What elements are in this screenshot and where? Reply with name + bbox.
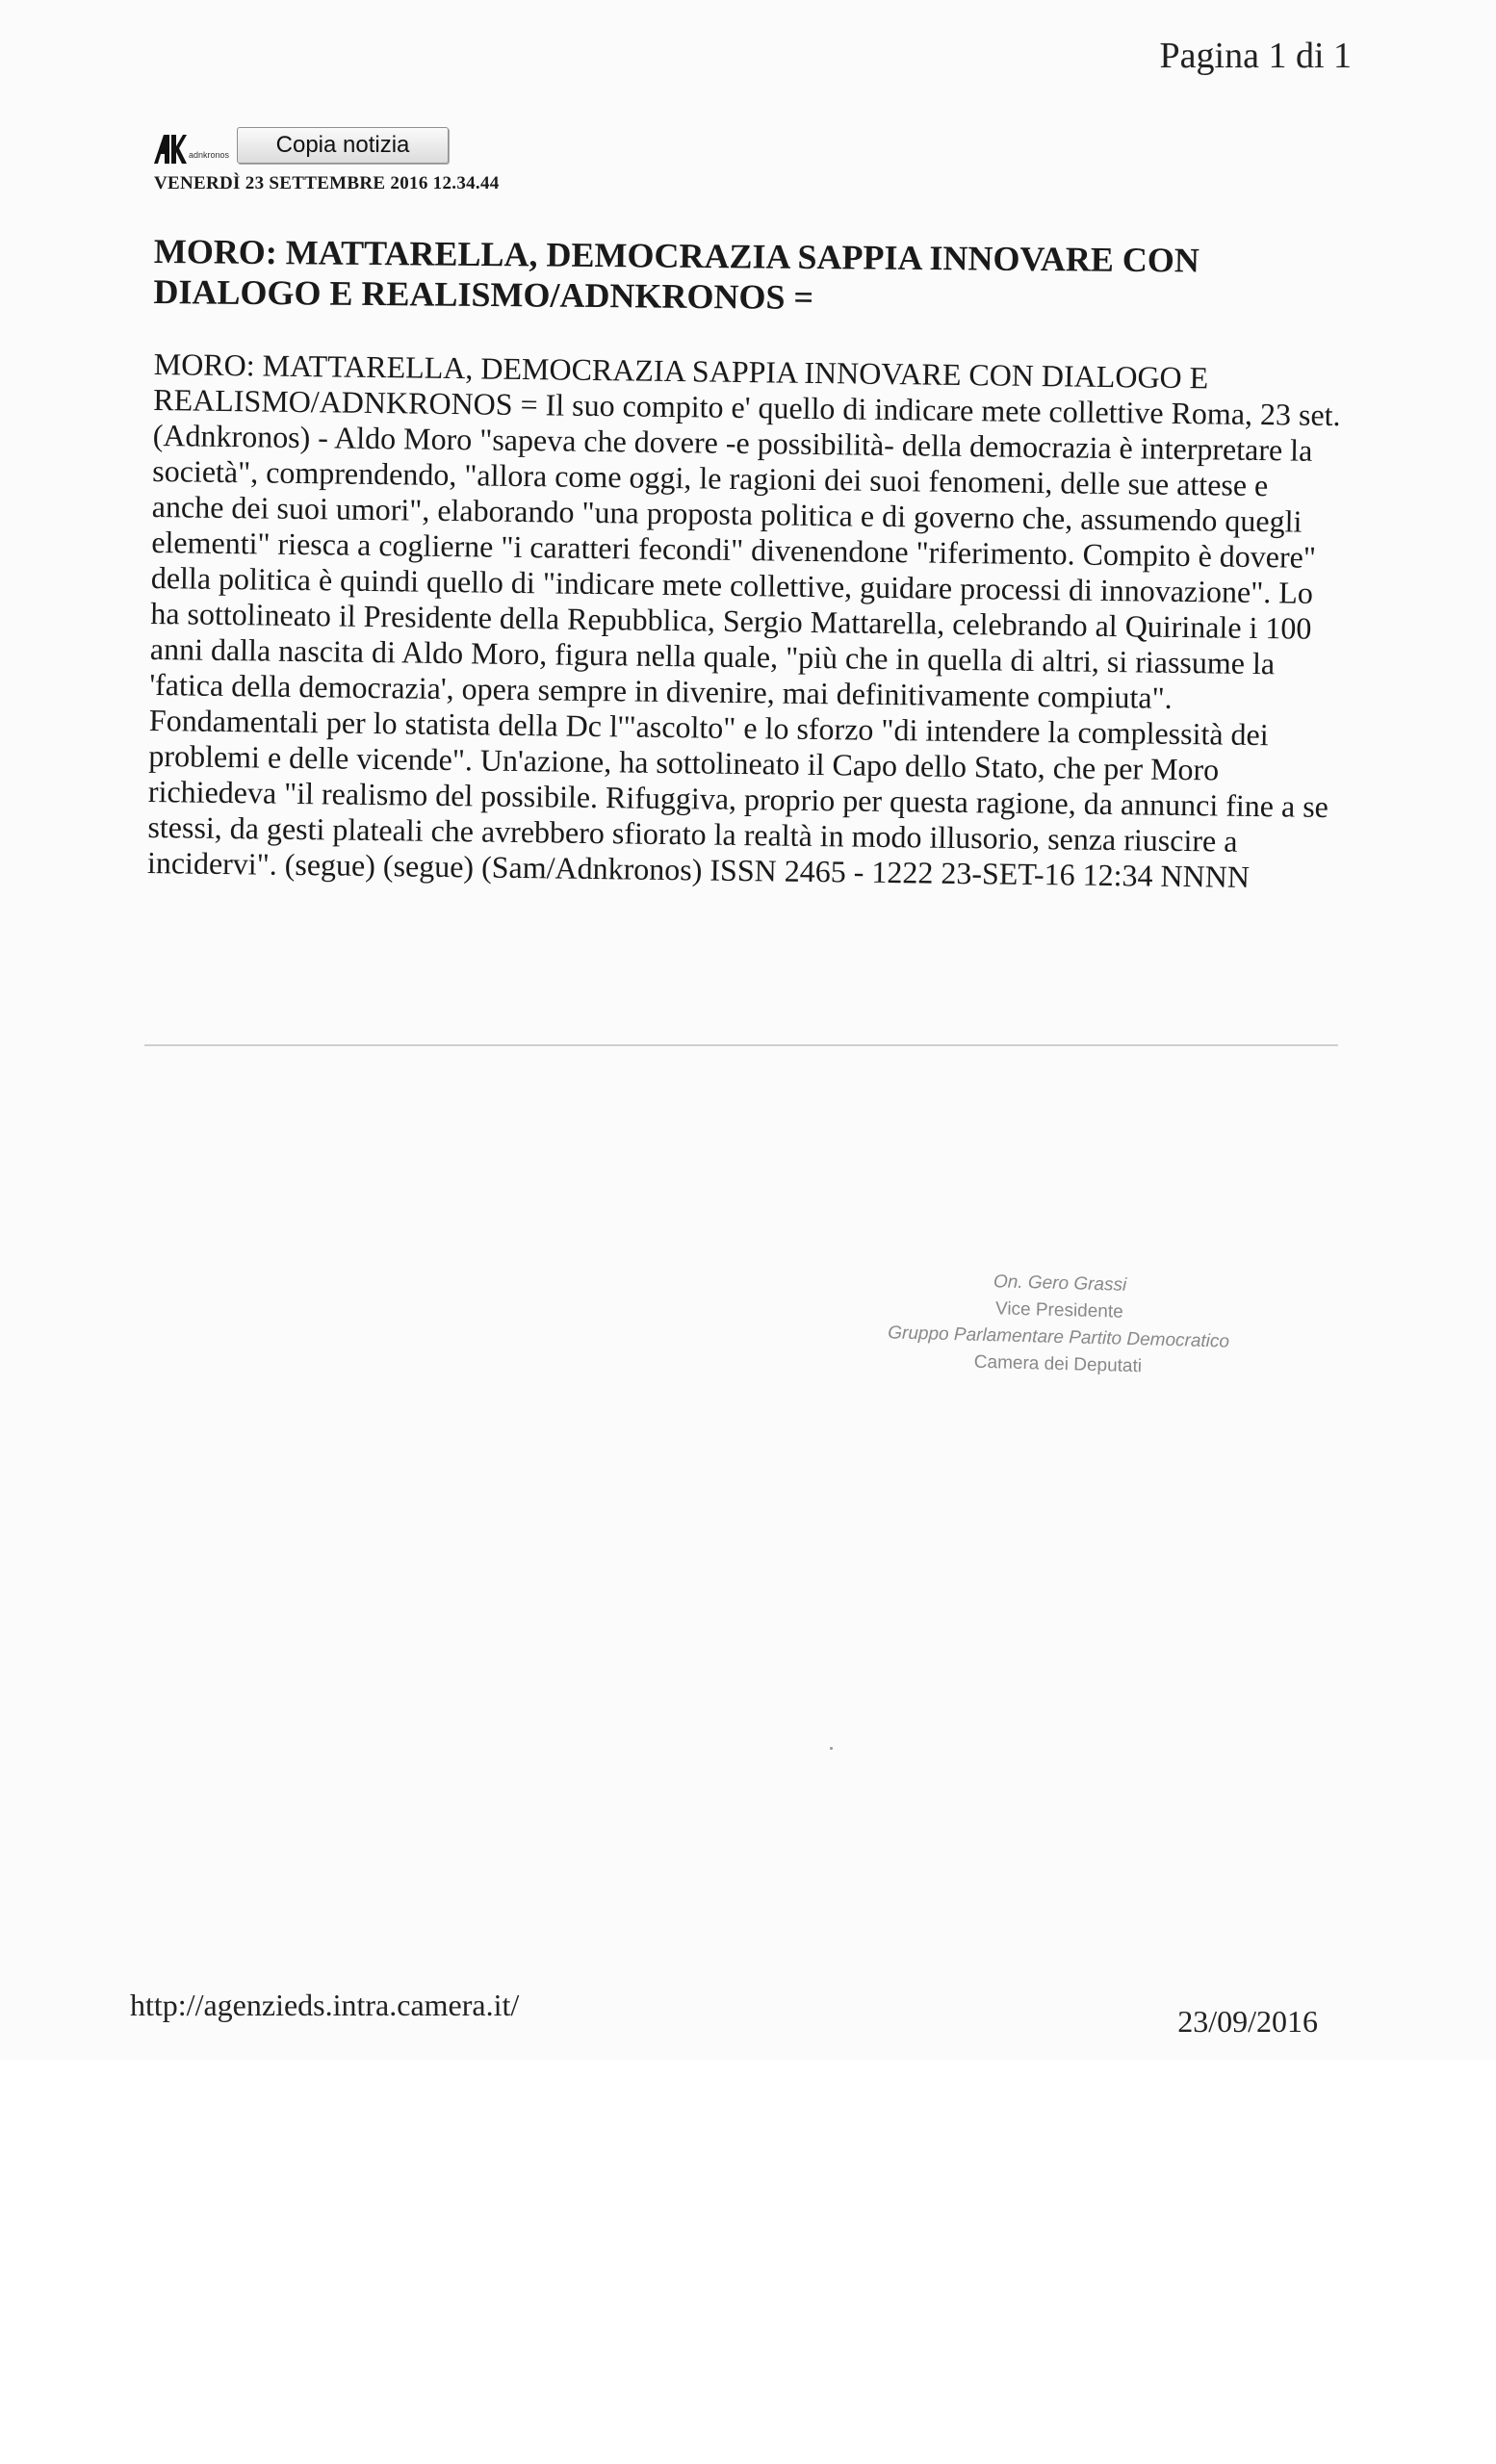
page-number: Pagina 1 di 1 (1159, 36, 1352, 76)
article-body (147, 346, 1348, 896)
stamp-group: Gruppo Parlamentare Partito Democratico (888, 1322, 1230, 1352)
separator-line (144, 1044, 1338, 1046)
article-body-text: MORO: MATTARELLA, DEMOCRAZIA SAPPIA INNOVARE CON DIALOGO E REALISMO/ADNKRONOS = Il suo compito e' quello di indicare mete collettive Roma, 23 set. (Adnkronos) - Aldo Moro "sapeva che dovere -e possibilità- della democrazia è interpretare la società", comprendendo, "allora come oggi, le ragioni dei suoi fenomeni, delle sue attese e anche dei suoi umori", elaborando "una proposta politica e di governo che, assumendo quegli elementi" riesca a coglierne "i caratteri fecondi" divenendone "riferimento. Compito è dovere" della politica è quindi quello di "indicare mete collettive, guidare processi di innovazione". Lo ha sottolineato il Presidente della Repubblica, Sergio Mattarella, celebrando al Quirinale i 100 anni dalla nascita di Aldo Moro, figura nella quale, "più che in quella di altri, si riassume la 'fatica della democrazia', opera sempre in divenire, mai definitivamente compiuta". Fondamentali per lo statista della Dc l'"ascolto" e lo sforzo "di intendere la complessità dei problemi e delle vicende". Un'azione, ha sottolineato il Capo dello Stato, che per Moro richiedeva "il realismo del possibile. Rifuggiva, proprio per questa ragione, da annunci fine a se stessi, da gesti plateali che avrebbero sfiorato la realtà in modo illusorio, senza riuscire a incidervi". (segue) (segue) (Sam/Adnkronos) ISSN 2465 - 1222 23-SET-16 12:34 NNNN (146, 346, 1341, 894)
footer-url: http://agenzieds.intra.camera.it/ (130, 1988, 520, 2022)
agency-header (154, 127, 449, 164)
parliamentary-stamp (846, 1265, 1273, 1383)
footer-date: 23/09/2016 (1177, 2004, 1318, 2039)
stamp-name: On. Gero Grassi (993, 1271, 1127, 1296)
stamp-role: Vice Presidente (994, 1298, 1123, 1322)
article-headline: MORO: MATTARELLA, DEMOCRAZIA SAPPIA INNOVARE CON DIALOGO E REALISMO/ADNKRONOS = (153, 231, 1200, 317)
article-dateline: VENERDÌ 23 SETTEMBRE 2016 12.34.44 (154, 173, 500, 193)
copy-news-button[interactable]: Copia notizia (237, 127, 449, 164)
scan-speck (830, 1747, 833, 1750)
logo-wordmark: adnkronos (189, 150, 230, 160)
adnkronos-logo-icon (154, 127, 187, 164)
stamp-chamber: Camera dei Deputati (973, 1351, 1143, 1377)
